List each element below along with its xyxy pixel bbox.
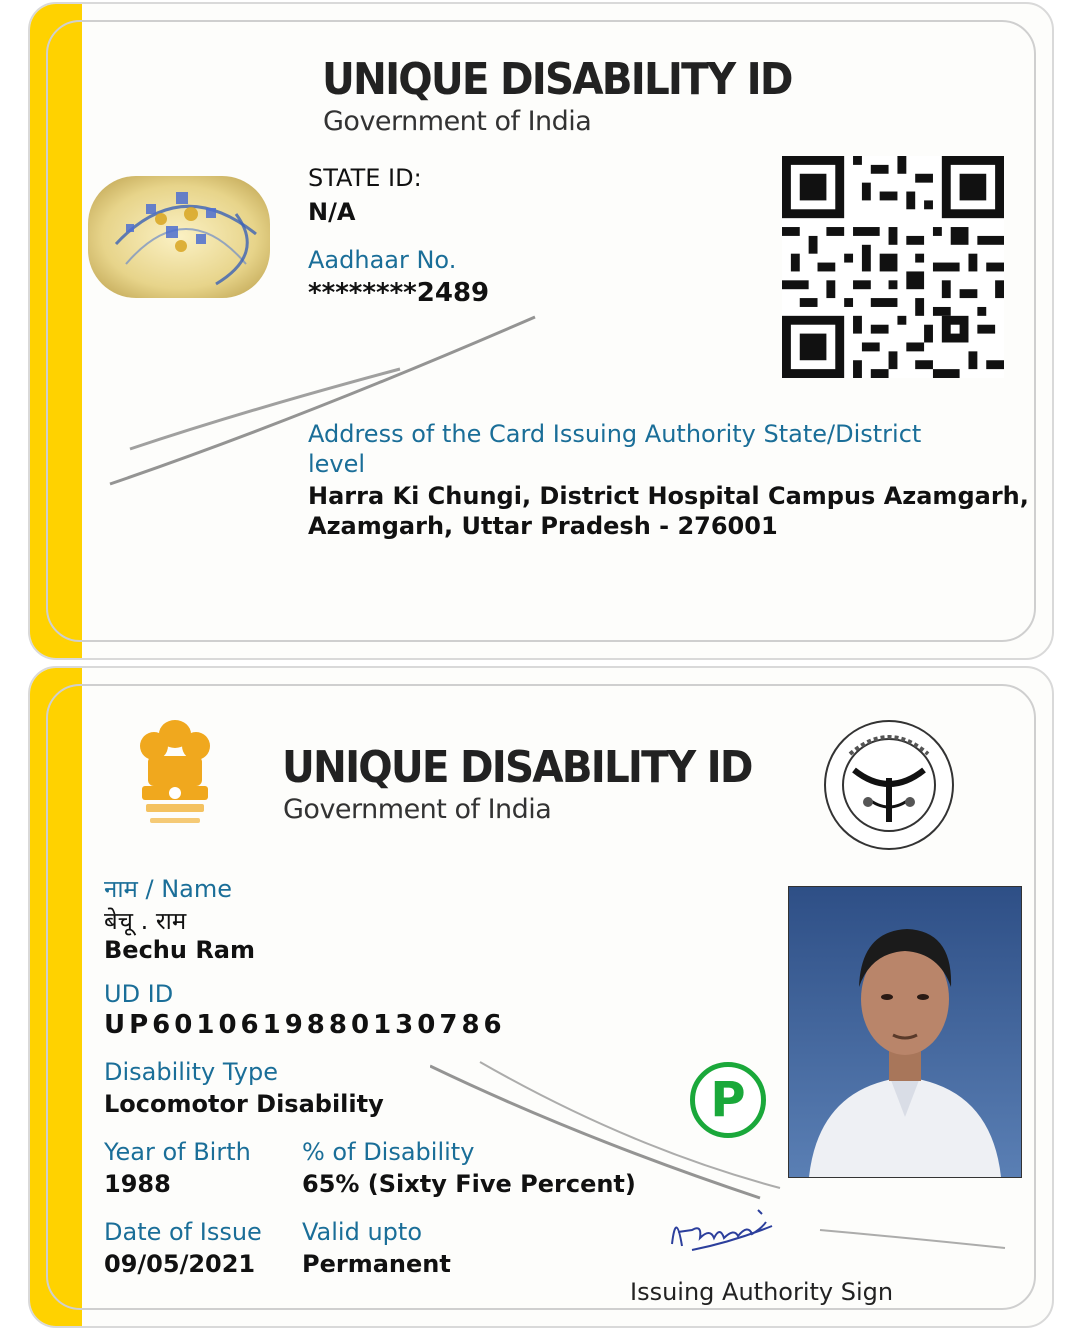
parking-badge-icon: P [690, 1062, 766, 1138]
address-label: Address of the Card Issuing Authority State/District [308, 420, 922, 448]
aadhaar-value: ********2489 [308, 278, 490, 308]
valid-upto-value: Permanent [302, 1250, 451, 1278]
ashoka-emblem-icon [130, 712, 220, 840]
udid-value: UP6010619880130786 [104, 1010, 506, 1040]
name-hindi: बेचू . राम [104, 907, 187, 935]
valid-upto-label: Valid upto [302, 1218, 422, 1246]
cardholder-photo [788, 886, 1022, 1178]
aadhaar-label: Aadhaar No. [308, 246, 457, 274]
percent-value: 65% (Sixty Five Percent) [302, 1170, 636, 1198]
up-state-seal-icon [822, 718, 956, 852]
state-id-value: N/A [308, 198, 356, 226]
percent-label: % of Disability [302, 1138, 475, 1166]
signature [662, 1204, 782, 1264]
qr-code [782, 156, 1004, 378]
date-of-issue-label: Date of Issue [104, 1218, 262, 1246]
address-label-cont: level [308, 450, 366, 478]
address-line-1: Harra Ki Chungi, District Hospital Campus Azamgarh, [308, 482, 1029, 510]
disability-type-label: Disability Type [104, 1058, 278, 1086]
state-id-label: STATE ID: [308, 164, 422, 192]
udid-card-back [28, 666, 1054, 1328]
disability-type-value: Locomotor Disability [104, 1090, 384, 1118]
name-label: नाम / Name [104, 875, 233, 903]
year-of-birth-label: Year of Birth [104, 1138, 251, 1166]
card-title: UNIQUE DISABILITY ID [282, 742, 752, 793]
name-english: Bechu Ram [104, 936, 256, 964]
state-hologram-emblem [86, 174, 272, 300]
issuing-authority-sign-label: Issuing Authority Sign [630, 1278, 894, 1306]
card-subtitle: Government of India [283, 794, 552, 825]
year-of-birth-value: 1988 [104, 1170, 171, 1198]
date-of-issue-value: 09/05/2021 [104, 1250, 256, 1278]
card-title: UNIQUE DISABILITY ID [322, 54, 792, 105]
address-line-2: Azamgarh, Uttar Pradesh - 276001 [308, 512, 778, 540]
card-subtitle: Government of India [323, 106, 592, 137]
udid-card-front [28, 2, 1054, 660]
udid-label: UD ID [104, 980, 174, 1008]
